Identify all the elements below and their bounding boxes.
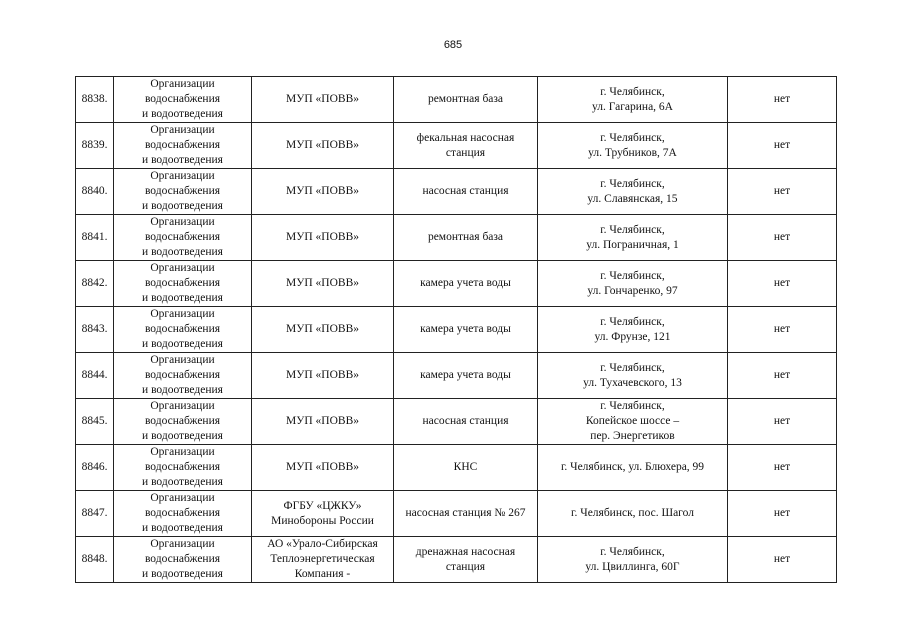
address-text: г. Челябинск, ул. Фрунзе, 121: [594, 315, 671, 343]
category-cell: [114, 169, 252, 215]
value-cell: [728, 491, 837, 537]
object-text: насосная станция: [422, 185, 509, 197]
organization-cell: [252, 169, 394, 215]
organization-cell: [252, 215, 394, 261]
organization-text: ФГБУ «ЦЖКУ» Минобороны России: [271, 499, 374, 527]
row-number-cell: [76, 261, 114, 307]
organization-cell: [252, 123, 394, 169]
category-text: Организации водоснабжения и водоотведения: [142, 216, 223, 258]
address-cell: [538, 399, 728, 445]
table-row: [76, 77, 837, 123]
object-cell: [394, 399, 538, 445]
object-cell: [394, 77, 538, 123]
address-text: г. Челябинск, ул. Славянская, 15: [587, 177, 678, 205]
row-number-cell: [76, 123, 114, 169]
category-cell: [114, 261, 252, 307]
row-number-cell: [76, 169, 114, 215]
value-cell: [728, 123, 837, 169]
category-cell: [114, 77, 252, 123]
value-text: нет: [773, 93, 791, 105]
address-cell: [538, 215, 728, 261]
value-text: нет: [773, 323, 791, 335]
address-text: г. Челябинск, ул. Блюхера, 99: [560, 461, 705, 473]
object-cell: [394, 491, 538, 537]
address-cell: [538, 491, 728, 537]
page-number: 685: [443, 39, 463, 51]
object-text: камера учета воды: [420, 323, 511, 335]
row-number: 8847.: [81, 507, 108, 519]
row-number-cell: [76, 215, 114, 261]
row-number-cell: [76, 491, 114, 537]
value-text: нет: [773, 507, 791, 519]
category-cell: [114, 399, 252, 445]
category-cell: [114, 537, 252, 583]
address-text: г. Челябинск, пос. Шагол: [571, 507, 694, 519]
category-cell: [114, 445, 252, 491]
value-cell: [728, 353, 837, 399]
organization-text: МУП «ПОВВ»: [286, 415, 359, 427]
value-text: нет: [773, 277, 791, 289]
row-number: 8845.: [81, 415, 108, 427]
category-text: Организации водоснабжения и водоотведения: [142, 354, 223, 396]
organization-cell: [252, 445, 394, 491]
object-text: ремонтная база: [427, 231, 504, 243]
row-number-cell: [76, 307, 114, 353]
address-text: г. Челябинск, ул. Трубников, 7А: [588, 131, 677, 159]
object-cell: [394, 169, 538, 215]
table-row: [76, 123, 837, 169]
category-text: Организации водоснабжения и водоотведения: [142, 538, 223, 580]
value-text: нет: [773, 185, 791, 197]
registry-table: [75, 76, 837, 583]
row-number: 8848.: [81, 553, 108, 565]
value-text: нет: [773, 231, 791, 243]
category-text: Организации водоснабжения и водоотведения: [142, 492, 223, 534]
object-cell: [394, 261, 538, 307]
address-cell: [538, 77, 728, 123]
value-cell: [728, 537, 837, 583]
object-text: насосная станция: [422, 415, 509, 427]
address-cell: [538, 445, 728, 491]
value-text: нет: [773, 369, 791, 381]
value-cell: [728, 307, 837, 353]
row-number: 8843.: [81, 323, 108, 335]
table-row: [76, 307, 837, 353]
organization-cell: [252, 353, 394, 399]
organization-cell: [252, 491, 394, 537]
organization-cell: [252, 399, 394, 445]
object-cell: [394, 123, 538, 169]
object-text: КНС: [453, 461, 478, 473]
row-number-cell: [76, 399, 114, 445]
address-cell: [538, 169, 728, 215]
address-text: г. Челябинск, ул. Тухачевского, 13: [583, 361, 682, 389]
category-text: Организации водоснабжения и водоотведения: [142, 400, 223, 442]
table-row: [76, 169, 837, 215]
category-text: Организации водоснабжения и водоотведения: [142, 446, 223, 488]
value-cell: [728, 399, 837, 445]
address-cell: [538, 353, 728, 399]
category-cell: [114, 215, 252, 261]
row-number: 8839.: [81, 139, 108, 151]
address-cell: [538, 261, 728, 307]
object-text: камера учета воды: [420, 369, 511, 381]
category-text: Организации водоснабжения и водоотведения: [142, 78, 223, 120]
organization-text: МУП «ПОВВ»: [286, 93, 359, 105]
organization-cell: [252, 77, 394, 123]
organization-text: МУП «ПОВВ»: [286, 461, 359, 473]
organization-text: МУП «ПОВВ»: [286, 323, 359, 335]
row-number: 8838.: [81, 93, 108, 105]
organization-text: МУП «ПОВВ»: [286, 231, 359, 243]
category-text: Организации водоснабжения и водоотведения: [142, 308, 223, 350]
row-number-cell: [76, 445, 114, 491]
category-cell: [114, 353, 252, 399]
object-text: фекальная насосная станция: [416, 131, 515, 159]
address-text: г. Челябинск, ул. Гончаренко, 97: [587, 269, 678, 297]
row-number: 8846.: [81, 461, 108, 473]
value-cell: [728, 77, 837, 123]
row-number-cell: [76, 353, 114, 399]
value-text: нет: [773, 461, 791, 473]
category-text: Организации водоснабжения и водоотведения: [142, 170, 223, 212]
object-text: камера учета воды: [420, 277, 511, 289]
organization-text: МУП «ПОВВ»: [286, 369, 359, 381]
value-cell: [728, 445, 837, 491]
table-row: [76, 353, 837, 399]
registry-table-body: [76, 77, 837, 583]
object-cell: [394, 353, 538, 399]
category-cell: [114, 307, 252, 353]
address-text: г. Челябинск, ул. Гагарина, 6А: [592, 85, 673, 113]
object-text: дренажная насосная станция: [415, 545, 516, 573]
organization-text: МУП «ПОВВ»: [286, 139, 359, 151]
category-cell: [114, 491, 252, 537]
organization-cell: [252, 307, 394, 353]
row-number: 8841.: [81, 231, 108, 243]
address-text: г. Челябинск, Копейское шоссе – пер. Энергетиков: [585, 400, 680, 442]
category-cell: [114, 123, 252, 169]
value-cell: [728, 261, 837, 307]
table-row: [76, 537, 837, 583]
address-cell: [538, 307, 728, 353]
object-text: насосная станция № 267: [405, 507, 526, 519]
organization-text: АО «Урало-Сибирская Теплоэнергетическая Компания -: [267, 538, 378, 580]
organization-text: МУП «ПОВВ»: [286, 277, 359, 289]
row-number: 8844.: [81, 369, 108, 381]
organization-cell: [252, 537, 394, 583]
value-cell: [728, 215, 837, 261]
value-text: нет: [773, 553, 791, 565]
table-row: [76, 445, 837, 491]
object-cell: [394, 307, 538, 353]
table-row: [76, 215, 837, 261]
value-cell: [728, 169, 837, 215]
object-text: ремонтная база: [427, 93, 504, 105]
row-number: 8840.: [81, 185, 108, 197]
table-row: [76, 491, 837, 537]
address-text: г. Челябинск, ул. Цвиллинга, 60Г: [585, 545, 680, 573]
address-cell: [538, 123, 728, 169]
row-number: 8842.: [81, 277, 108, 289]
value-text: нет: [773, 139, 791, 151]
value-text: нет: [773, 415, 791, 427]
category-text: Организации водоснабжения и водоотведения: [142, 262, 223, 304]
object-cell: [394, 445, 538, 491]
row-number-cell: [76, 537, 114, 583]
table-row: [76, 261, 837, 307]
organization-cell: [252, 261, 394, 307]
address-text: г. Челябинск, ул. Пограничная, 1: [586, 223, 679, 251]
object-cell: [394, 537, 538, 583]
row-number-cell: [76, 77, 114, 123]
organization-text: МУП «ПОВВ»: [286, 185, 359, 197]
table-row: [76, 399, 837, 445]
category-text: Организации водоснабжения и водоотведения: [142, 124, 223, 166]
object-cell: [394, 215, 538, 261]
address-cell: [538, 537, 728, 583]
